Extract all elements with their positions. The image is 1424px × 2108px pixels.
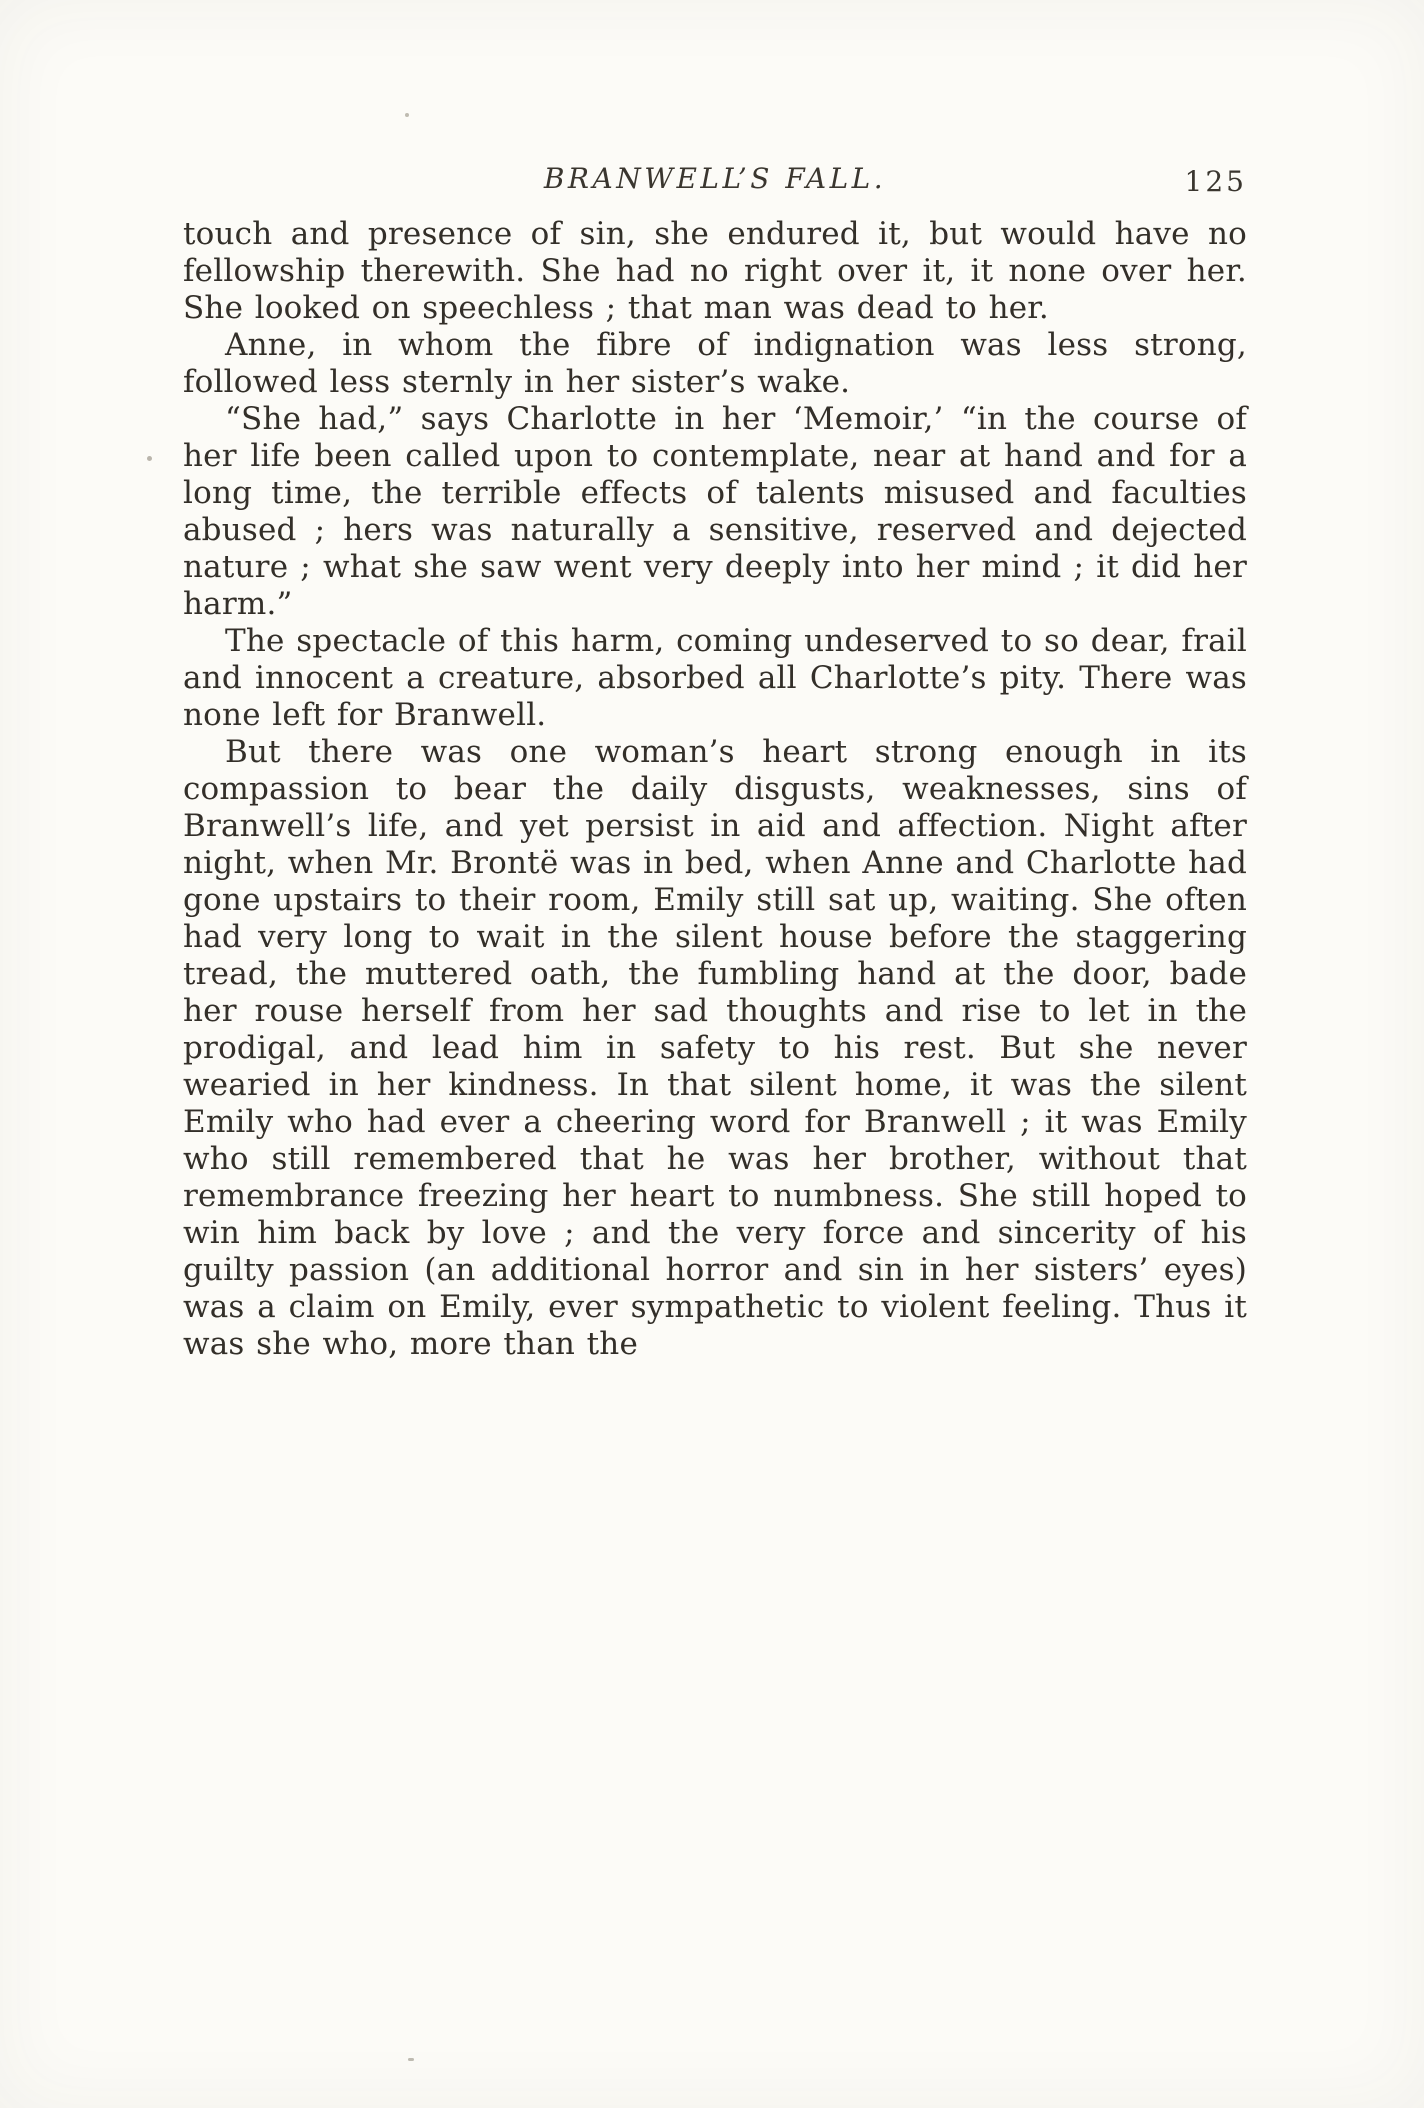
page-header	[183, 162, 1247, 198]
paragraph: But there was one woman’s heart strong enough in its compassion to bear the daily disgusts, weaknesses, sins of Branwell’s life, and yet persist in aid and affection. Night after night, when Mr. Brontë was in bed, when Anne and Charlotte had gone upstairs to their room, Emily still sat up, waiting. She often had very long to wait in the silent house before the staggering tread, the muttered oath, the fumbling hand at the door, bade her rouse herself from her sad thoughts and rise to let in the prodigal, and lead him in safety to his rest. But she never wearied in her kindness. In that silent home, it was the silent Emily who had ever a cheering word for Branwell ; it was Emily who still remembered that he was her brother, without that remembrance freezing her heart to numbness. She still hoped to win him back by love ; and the very force and sincerity of his guilty passion (an additional horror and sin in her sisters’ eyes) was a claim on Emily, ever sympathetic to violent feeling. Thus it was she who, more than the	[183, 734, 1247, 1362]
paragraph: touch and presence of sin, she endured it, but would have no fellowship therewith. She had no right over it, it none over her. She looked on speechless ; that man was dead to her.	[183, 216, 1247, 326]
scan-speck	[408, 2058, 414, 2061]
scan-speck	[147, 456, 152, 461]
page-body	[183, 216, 1247, 1363]
paragraph: The spectacle of this harm, coming undeserved to so dear, frail and innocent a creature, absorbed all Charlotte’s pity. There was none left for Branwell.	[183, 623, 1247, 733]
running-title: BRANWELL’S FALL.	[543, 162, 887, 195]
paragraph: Anne, in whom the fibre of indignation was less strong, followed less sternly in her sister’s wake.	[183, 327, 1247, 400]
page-number: 125	[1184, 165, 1247, 198]
scan-speck	[405, 113, 409, 117]
paragraph: “She had,” says Charlotte in her ‘Memoir,’ “in the course of her life been called upon to contemplate, near at hand and for a long time, the terrible effects of talents misused and faculties abused ; hers was naturally a sensitive, reserved and dejected nature ; what she saw went very deeply into her mind ; it did her harm.”	[183, 401, 1247, 622]
